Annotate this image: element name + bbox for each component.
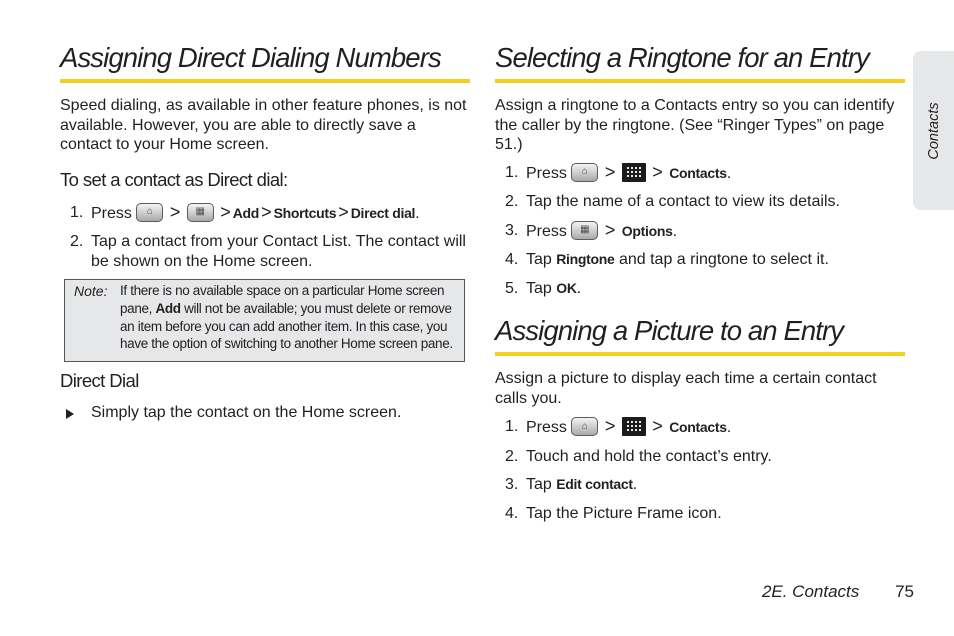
page-number: 75 <box>895 582 914 601</box>
ui-ringtone: Ringtone <box>556 251 615 267</box>
step-2: 2. Tap a contact from your Contact List. The contact will be shown on the Home screen. <box>70 233 466 270</box>
ui-contacts: Contacts <box>669 419 727 435</box>
home-key-icon: ⌂ <box>136 203 163 222</box>
ringtone-step-3: 3. Press ▦ > Options. <box>505 219 678 240</box>
ringtone-intro: Assign a ringtone to a Contacts entry so you can identify the caller by the ringtone. (See “Ringer Types” on page 51.) <box>495 97 895 153</box>
picture-step-4: 4. Tap the Picture Frame icon. <box>505 504 722 522</box>
side-tab-label: Contacts <box>925 101 942 160</box>
ui-options: Options <box>621 222 673 239</box>
step-1: 1. Press ⌂ > ▦ > Add > Shortcuts > Direct dial. <box>70 201 420 222</box>
subhead-set-direct-dial: To set a contact as Direct dial: <box>60 168 288 190</box>
ui-direct-dial: Direct dial <box>350 204 416 221</box>
picture-intro: Assign a picture to display each time a certain contact calls you. <box>495 370 877 407</box>
ui-add: Add <box>232 204 260 221</box>
menu-key-icon: ▦ <box>187 203 214 222</box>
section-title-ringtone: Selecting a Ringtone for an Entry <box>495 40 905 83</box>
subhead-direct-dial: Direct Dial <box>60 370 139 392</box>
left-column <box>60 40 470 423</box>
ui-ok: OK <box>556 279 577 296</box>
right-column <box>495 40 905 523</box>
note-label: Note: <box>74 283 108 299</box>
intro-paragraph: Speed dialing, as available in other feature phones, is not available. However, you are able to directly save a contact to your Home screen. <box>60 97 467 153</box>
direct-dial-steps <box>60 203 470 272</box>
picture-step-1: 1. Press ⌂ > > Contacts. <box>505 416 732 436</box>
note-box <box>64 279 465 362</box>
ui-shortcuts: Shortcuts <box>273 204 337 221</box>
section-title-picture: Assigning a Picture to an Entry <box>495 313 905 356</box>
ui-contacts: Contacts <box>669 164 727 181</box>
applications-icon <box>622 163 646 182</box>
home-key-icon: ⌂ <box>571 163 598 182</box>
menu-key-icon: ▦ <box>571 221 598 240</box>
ringtone-step-1: 1. Press ⌂ > > Contacts. <box>505 161 732 182</box>
picture-step-3: 3. Tap Edit contact. <box>505 476 638 493</box>
ringtone-step-4: 4. Tap Ringtone and tap a ringtone to select it. <box>505 251 829 268</box>
ui-edit-contact: Edit contact <box>556 476 633 492</box>
note-text: If there is no available space on a particular Home screen pane, Add will not be available; you must delete or remove an item before you can add another item. In this case, you have the option of switching to another Home screen pane. <box>120 283 453 352</box>
ringtone-step-5: 5. Tap OK. <box>505 279 582 297</box>
bullet-item: Simply tap the contact on the Home screen. <box>60 403 470 423</box>
chapter-side-tab <box>913 51 954 210</box>
footer-chapter: 2E. Contacts <box>761 582 860 601</box>
picture-step-2: 2. Touch and hold the contact’s entry. <box>505 447 772 465</box>
applications-icon <box>622 417 646 436</box>
picture-steps <box>495 417 905 523</box>
ringtone-steps <box>495 163 905 299</box>
page-footer <box>762 582 914 602</box>
ringtone-step-2: 2. Tap the name of a contact to view its details. <box>505 193 840 210</box>
home-key-icon: ⌂ <box>571 417 598 436</box>
section-title-direct-dialing: Assigning Direct Dialing Numbers <box>60 40 470 83</box>
triangle-bullet-icon <box>66 409 74 419</box>
